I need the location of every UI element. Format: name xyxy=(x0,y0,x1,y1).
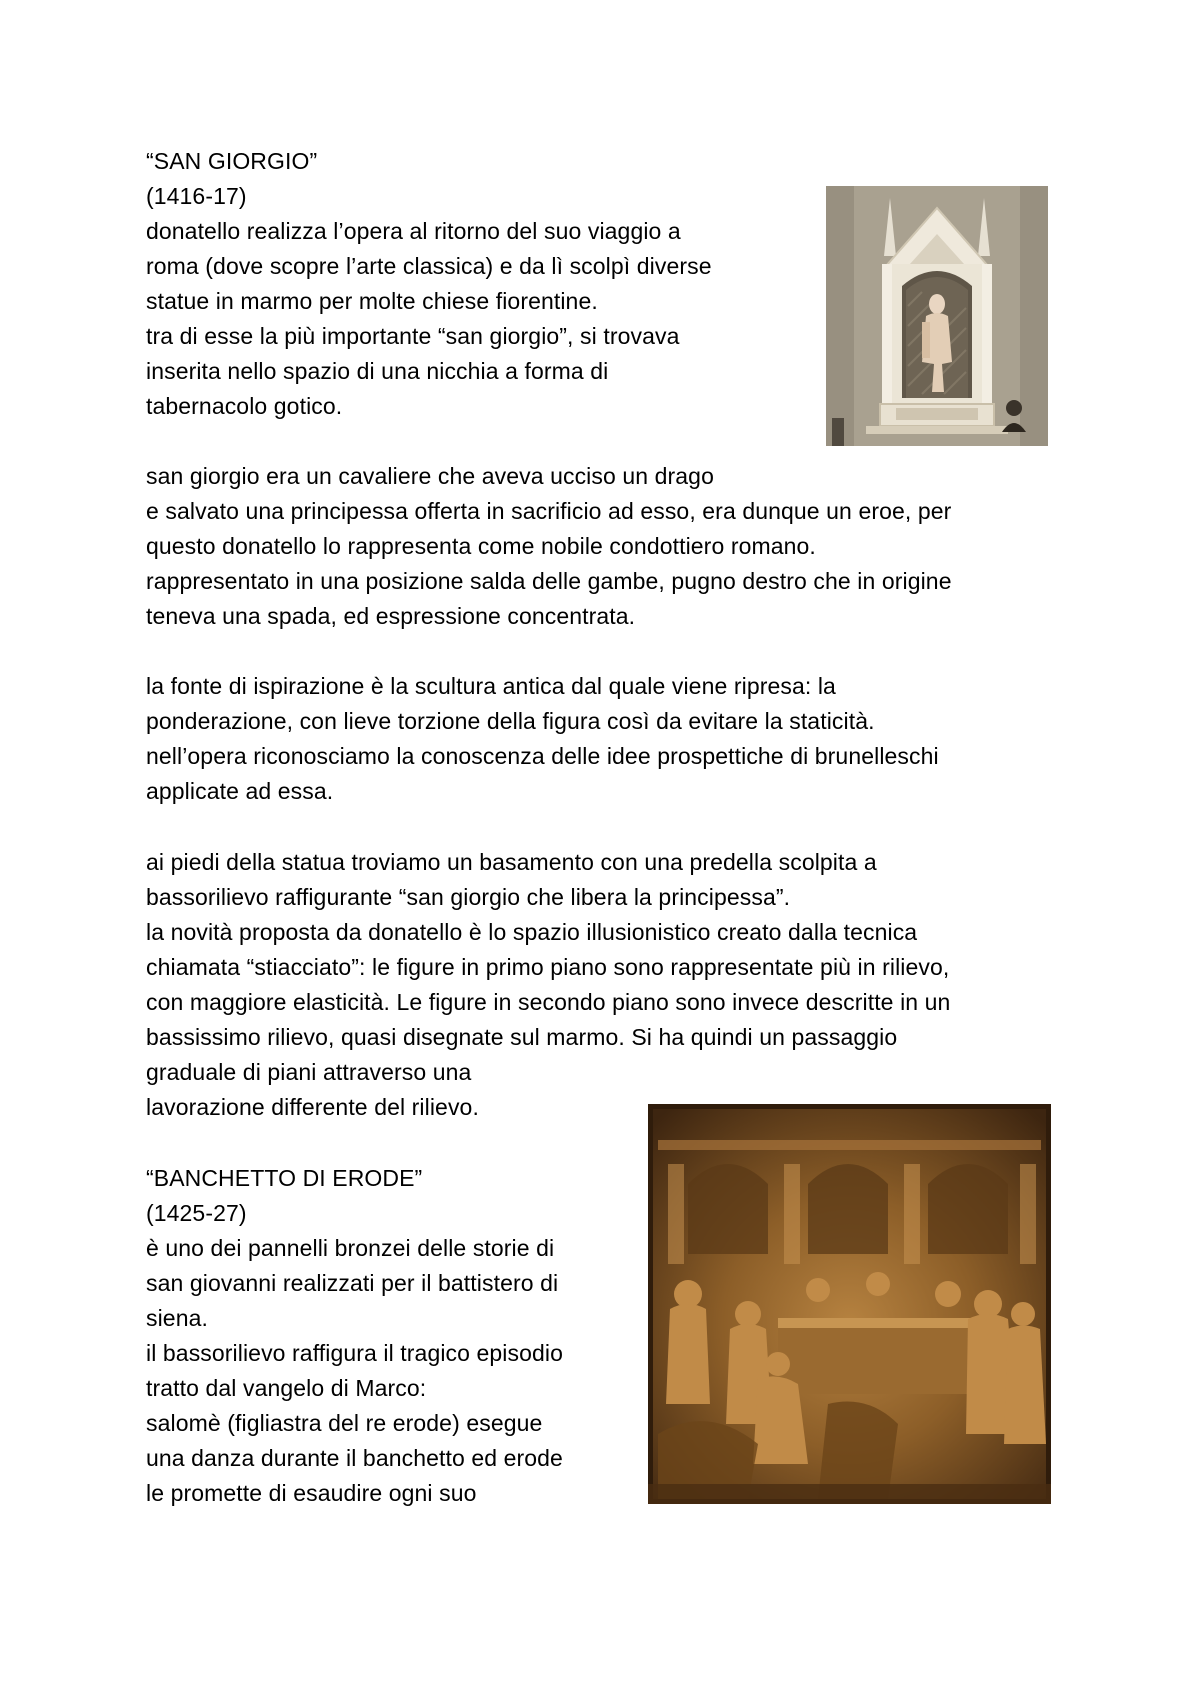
text-line: con maggiore elasticità. Le figure in secondo piano sono invece descritte in un xyxy=(146,989,951,1015)
section-date-san-giorgio: (1416-17) xyxy=(146,183,247,209)
text-line: tratto dal vangelo di Marco: xyxy=(146,1375,427,1401)
text-line: bassissimo rilievo, quasi disegnate sul marmo. Si ha quindi un passaggio xyxy=(146,1024,898,1050)
text-line: questo donatello lo rappresenta come nobile condottiero romano. xyxy=(146,533,816,559)
section-title-banchetto: “BANCHETTO DI ERODE” xyxy=(146,1165,423,1191)
text-line: il bassorilievo raffigura il tragico episodio xyxy=(146,1340,564,1366)
text-line: chiamata “stiacciato”: le figure in primo piano sono rappresentate più in rilievo, xyxy=(146,954,950,980)
text-line: le promette di esaudire ogni suo xyxy=(146,1480,477,1506)
text-line: la fonte di ispirazione è la scultura antica dal quale viene ripresa: la xyxy=(146,673,836,699)
text-line: bassorilievo raffigurante “san giorgio che libera la principessa”. xyxy=(146,884,791,910)
text-line: san giorgio era un cavaliere che aveva ucciso un drago xyxy=(146,463,714,489)
banchetto-di-erode-photo xyxy=(648,1104,1051,1504)
text-line: lavorazione differente del rilievo. xyxy=(146,1094,479,1120)
text-line: rappresentato in una posizione salda delle gambe, pugno destro che in origine xyxy=(146,568,952,594)
text-line: ai piedi della statua troviamo un basamento con una predella scolpita a xyxy=(146,849,877,875)
text-line: salomè (figliastra del re erode) esegue xyxy=(146,1410,543,1436)
text-line: donatello realizza l’opera al ritorno del suo viaggio a xyxy=(146,218,681,244)
text-line: san giovanni realizzati per il battistero di xyxy=(146,1270,559,1296)
section-date-banchetto: (1425-27) xyxy=(146,1200,247,1226)
text-line: tabernacolo gotico. xyxy=(146,393,343,419)
text-line: è uno dei pannelli bronzei delle storie di xyxy=(146,1235,555,1261)
text-line: e salvato una principessa offerta in sacrificio ad esso, era dunque un eroe, per xyxy=(146,498,952,524)
text-line: inserita nello spazio di una nicchia a forma di xyxy=(146,358,609,384)
section-title-san-giorgio: “SAN GIORGIO” xyxy=(146,148,318,174)
san-giorgio-illustration xyxy=(826,186,1048,446)
text-line: nell’opera riconosciamo la conoscenza delle idee prospettiche di brunelleschi xyxy=(146,743,939,769)
text-line: siena. xyxy=(146,1305,208,1331)
text-line: ponderazione, con lieve torzione della figura così da evitare la staticità. xyxy=(146,708,875,734)
text-line: teneva una spada, ed espressione concentrata. xyxy=(146,603,636,629)
text-line: tra di esse la più importante “san giorgio”, si trovava xyxy=(146,323,680,349)
text-line: graduale di piani attraverso una xyxy=(146,1059,472,1085)
text-line: una danza durante il banchetto ed erode xyxy=(146,1445,563,1471)
text-line: roma (dove scopre l’arte classica) e da lì scolpì diverse xyxy=(146,253,712,279)
banchetto-illustration xyxy=(648,1104,1051,1504)
text-line: applicate ad essa. xyxy=(146,778,334,804)
text-line: statue in marmo per molte chiese fiorentine. xyxy=(146,288,598,314)
san-giorgio-photo xyxy=(826,186,1048,446)
text-line: la novità proposta da donatello è lo spazio illusionistico creato dalla tecnica xyxy=(146,919,918,945)
